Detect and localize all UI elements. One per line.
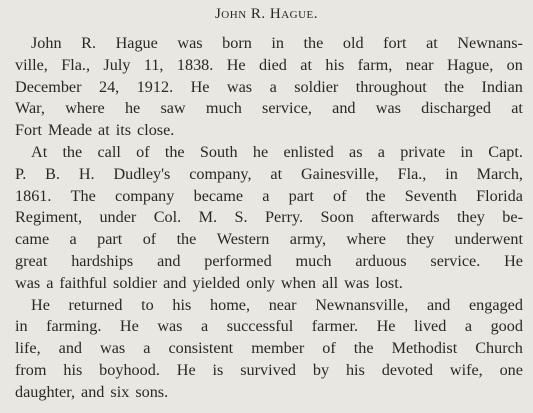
word: Hague [115,34,158,52]
word: private [400,143,446,161]
word: Newnansville, [315,295,409,314]
word: life, [15,339,41,358]
word: the [62,143,83,161]
word: Church [475,339,523,358]
text-line [15,121,523,140]
word: War, [15,99,45,118]
word: was [375,99,401,118]
word: He [31,295,50,314]
word: At [31,143,48,161]
word: a [269,77,277,96]
word: farming. [46,317,102,336]
word: his [63,361,83,379]
word: lived [413,317,447,336]
text-line [15,317,523,336]
word: in [445,164,458,183]
word: Regiment, [15,208,82,227]
word: a [464,317,473,336]
word: near [405,55,434,74]
word: he [252,143,269,161]
word: and [426,295,451,314]
word: Dudley's [113,164,171,183]
word: from [15,361,47,379]
word: died [258,55,287,74]
word: home, [210,295,251,314]
word: call [97,143,121,161]
word: Fort [15,121,42,140]
text-line [15,252,523,271]
word: the [365,186,386,205]
word: only [246,273,275,292]
word: underwent [454,230,523,249]
word: at [300,55,312,74]
word: born [222,34,252,52]
word: engaged [469,295,523,314]
word: He [176,361,196,379]
word: was [226,77,253,96]
word: the [164,143,185,161]
word: December [15,77,82,96]
word: B. [45,164,60,183]
word: Capt. [488,143,523,161]
word: where [346,230,386,249]
word: ville, [15,55,48,74]
word: H. [78,164,95,183]
word: the [303,34,324,52]
word: enlisted [283,143,334,161]
word: good [490,317,523,336]
word: afterwards [371,208,440,227]
word: arduous [355,252,407,270]
word: the [176,230,197,249]
word: and [58,339,83,358]
text-line [15,208,523,227]
word: the [353,339,374,358]
word: part [288,186,314,205]
word: survived [240,361,296,379]
word: throughout [355,77,427,96]
word: Perry. [265,208,304,227]
word: 11, [143,55,164,74]
word: fort [383,34,407,52]
word: and [157,252,181,270]
document-title: John R. Hague. [214,6,319,22]
word: Methodist [391,339,458,358]
word: sons. [135,382,169,401]
text-line [15,361,523,380]
word: saw [160,99,186,118]
word: at [426,34,438,52]
word: He [226,55,246,74]
text-line [15,383,523,402]
word: He [190,77,210,96]
word: July [103,55,131,74]
word: devoted [381,361,433,379]
word: in [15,317,28,336]
word: service, [262,99,312,118]
word: was [177,34,203,52]
word: and [163,273,187,292]
word: as [349,143,363,161]
text-line [15,78,523,97]
word: He [119,317,139,336]
word: The [70,186,96,205]
word: much [205,99,242,118]
word: 1838. [176,55,214,74]
word: South [199,143,238,161]
word: they [406,230,435,249]
word: a [143,339,151,358]
word: company, [189,164,252,183]
word: his [172,295,192,314]
word: successful [226,317,294,336]
text-line [15,339,523,358]
word: his [345,361,365,379]
word: Newnans- [457,34,523,52]
word: and [332,99,356,118]
word: at [511,99,523,118]
word: in [271,34,284,52]
word: a [69,230,77,249]
word: 1861. [15,186,52,205]
word: hardships [71,252,134,270]
word: came [15,230,50,249]
word: much [295,252,332,270]
word: its [115,121,132,140]
word: daughter, [15,382,76,401]
word: became [193,186,244,205]
word: a [377,143,385,161]
word: soldier [113,273,158,292]
text-line [15,230,523,249]
word: his [325,55,345,74]
word: Gainesville, [300,164,379,183]
word: in [460,143,474,161]
word: under [99,208,137,227]
word: by [312,361,330,379]
word: lost. [375,273,403,292]
word: of [322,339,336,358]
word: he [124,99,141,118]
word: Hague, [446,55,494,74]
word: great [15,252,48,270]
word: He [504,252,523,270]
word: was [15,273,41,292]
word: Indian [481,77,523,96]
word: they [456,208,485,227]
word: of [142,230,157,249]
word: of [136,143,150,161]
word: service. [430,252,481,270]
word: wife, [449,361,483,379]
word: faithful [59,273,108,292]
word: March, [476,164,523,183]
word: He [376,317,396,336]
word: on [506,55,523,74]
word: boyhood. [99,361,160,379]
word: is [212,361,224,379]
word: and [81,382,105,401]
word: soldier [294,77,339,96]
word: close. [137,121,175,140]
word: six [110,382,130,401]
word: company [115,186,175,205]
word: be- [502,208,523,227]
word: performed [204,252,272,270]
word: the [444,77,465,96]
text-line [15,187,523,206]
word: P. [15,164,27,183]
text-line [15,274,523,293]
word: 24, [98,77,120,96]
word: Florida [476,186,523,205]
word: consistent [168,339,234,358]
word: John [31,34,62,52]
word: a [46,273,54,292]
word: was [344,273,370,292]
word: Col. [153,208,182,227]
text-line [31,143,523,162]
word: where [65,99,105,118]
word: old [342,34,364,52]
word: Western [216,230,270,249]
word: Seventh [404,186,457,205]
word: all [321,273,339,292]
word: to [141,295,154,314]
text-line [31,34,523,53]
word: near [268,295,297,314]
word: yielded [192,273,241,292]
text-line [15,99,523,118]
word: member [251,339,305,358]
word: M. [198,208,218,227]
word: when [280,273,316,292]
word: a [201,317,209,336]
word: Fla., [397,164,427,183]
text-line [31,296,523,315]
word: a [262,186,270,205]
word: farmer. [311,317,359,336]
text-line [15,56,523,75]
word: was [157,317,183,336]
word: army, [289,230,327,249]
word: part [97,230,123,249]
word: Soon [320,208,354,227]
word: Meade [48,121,93,140]
word: at [270,164,283,183]
word: farm, [357,55,393,74]
word: 1912. [136,77,174,96]
word: R. [81,34,97,52]
word: of [333,186,347,205]
word: at [98,121,110,140]
word: Fla., [61,55,91,74]
word: one [499,361,523,379]
word: S. [234,208,248,227]
text-line [15,165,523,184]
word: discharged [421,99,491,118]
word: returned [68,295,123,314]
word: was [100,339,126,358]
